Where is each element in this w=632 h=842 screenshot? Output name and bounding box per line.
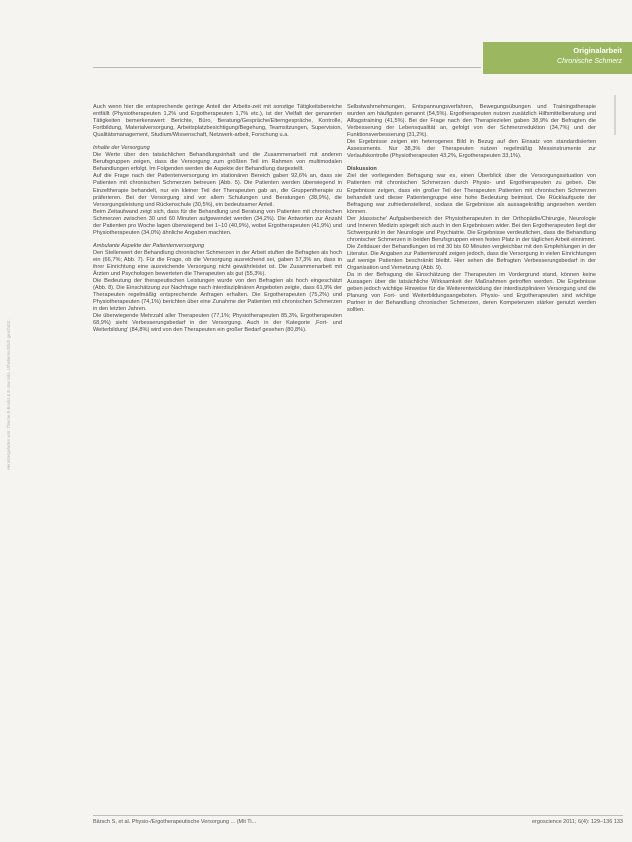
footer-journal-page: ergoscience 2011; 6(4): 129–136 133 [531,819,623,825]
left-column [93,104,342,334]
body-paragraph: Die überwiegende Mehrzahl aller Therapeuten (77,1%; Physiotherapeuten 85,3%, Ergotherapeuten 68,9%) sieht Verbesserungsbedarf in der Versorgung. Auch in der Kategorie ‚Fort- und Weiterbildung' (84,8%) wird von den Therapeuten ein großer Bedarf gesehen (80,8%). [93,313,342,334]
body-paragraph: Die Zeitdauer der Behandlungen ist mit 30 bis 60 Minuten vergleichbar mit den Empfehlungen in der Literatur. Die Angaben zur Patientenzahl zeigen jedoch, dass die Versorgung in vielen Einrichtungen auf wenige Patienten beschränkt bleibt. Hier sehen die Befragten Verbesserungsbedarf in der Organisation und Vernetzung (Abb. 9). [347,243,596,272]
right-column [347,104,596,314]
body-paragraph: Der ‚klassische' Aufgabenbereich der Physiotherapeuten in der Orthopädie/Chirurgie, Neurologie und Inneren Medizin spiegelt sich auch in den Ergebnissen wider. Bei den Ergotherapeuten liegt der Schwerpunkt in der Neurologie und Psychiatrie. Die Ergebnisse verdeutlichen, dass die Behandlung chronischer Schmerzen in beiden Berufsgruppen einen festen Platz in der täglichen Arbeit einnimmt. [347,215,596,243]
body-paragraph: Den Stellenwert der Behandlung chronischer Schmerzen in der Arbeit stuften die Befragten als hoch ein (66,7%; Abb. 7). Für die Frage, ob die Versorgung ausreichend sei, gaben 57,3% an, dass in ihrer Einrichtung eine ausreichende Versorgung nicht gewährleistet ist. Die Zusammenarbeit mit Ärzten und Psychologen bewerteten die Therapeuten als gut (55,3%). [93,249,342,278]
body-paragraph: Da in der Befragung die Einschätzung der Therapeuten im Vordergrund stand, können keine Aussagen über die tatsächliche Wirksamkeit der Maßnahmen getroffen werden. Die Ergebnisse geben jedoch wichtige Hinweise für die Weiterentwicklung der interdisziplinären Versorgung und die Planung von Fort- und Weiterbildungsangeboten. Physio- und Ergotherapeuten sind wichtige Partner in der Behandlung chronischer Schmerzen, deren Kompetenzen stärker genutzt werden sollten. [347,272,596,314]
body-paragraph: Auf die Frage nach der Patientenversorgung im stationären Bereich gaben 92,6% an, dass sie Patienten mit chronischen Schmerzen betreuen (Abb. 5). Die Patienten werden überwiegend in Einzeltherapie behandelt, nur ein kleiner Teil der Therapeuten gab an, die Gruppentherapie zu präferieren. Bei der Versorgung sind vor allem Schulungen und Beratungen (38,9%), die Versorgungsleistung und Rückenschule (30,5%), ein bedeutsamer Anteil. [93,173,342,208]
body-paragraph: Die Ergebnisse zeigen ein heterogenes Bild in Bezug auf den Einsatz von standardisierten Assessments. Nur 38,3% der Therapeuten nutzen regelmäßig Messinstrumente zur Verlaufskontrolle (Physiotherapeuten 43,2%, Ergotherapeuten 33,1%). [347,139,596,160]
section-sublabel: Chronische Schmerz [557,58,622,65]
section-banner [483,42,632,74]
footer-citation: Bärsch S, et al. Physio-/Ergotherapeutische Versorgung ... (Mit Ti... [93,819,257,825]
download-notice-vertical: Heruntergeladen von: Thieme E-Books & E-Journals. Urheberrechtlich geschützt. [6,319,11,470]
body-paragraph: Ziel der vorliegenden Befragung war es, einen Überblick über die Versorgungssituation von Patienten mit chronischen Schmerzen durch Physio- und Ergotherapeuten zu geben. Die Ergebnisse zeigen, dass ein großer Teil der Therapeuten Patienten mit chronischen Schmerzen behandelt und dieser Patientengruppe eine hohe Bedeutung beimisst. Die Rücklaufquote der Befragung war zufriedenstellend, sodass die Ergebnisse als aussagekräftig angesehen werden können. [347,173,596,215]
section-label: Originalarbeit [573,46,622,55]
section-heading: Diskussion [347,166,377,173]
section-heading: Ambulante Aspekte der Patientenversorgung [93,242,205,249]
section-heading: Inhalte der Versorgung [93,145,150,152]
body-paragraph: Auch wenn hier die entsprechende geringe Anteil der Arbeits-zeit mit sonstige Tätigkeitsbereiche entfällt (Physiotherapeuten 1,2% und Ergotherapeuten 1,7% etc.), ist der Vielfalt der genannten Tätigkeiten bemerkenswert: Berichte, Büro, Beratung/Gespräche/Elterngespräche, Kontrolle, Fortbildung, Materialversorgung, Arbeitsplatzbesichtigung/Begehung, Teamsitzungen, Supervision, Qualitätsmanagement, Studium/Wissenschaft, Netzwerk-arbeit, Forschung u.a. [93,104,342,139]
header-rule [93,67,481,68]
margin-marker [614,95,616,135]
body-paragraph: Die Werte über den tatsächlichen Behandlungsinhalt und die Zusammenarbeit mit anderen Berufsgruppen zeigen, dass die Versorgung zum größten Teil im Rahmen von multimodalen Behandlungen erfolgt. Im Folgenden werden die Aspekte der Behandlung dargestellt. [93,152,342,173]
body-paragraph: Die Bedeutung der therapeutischen Leistungen wurde von den Befragten als hoch eingeschätzt (Abb. 8). Die Einschätzung zur Nachfrage nach interdisziplinären Angeboten zeigte, dass 61,9% der Therapeuten regelmäßig entsprechende Anfragen erhalten. Die Ergotherapeuten (75,2%) und Physiotherapeuten (74,1%) berichten über eine Zunahme der Patienten mit chronischen Schmerzen in den letzten Jahren. [93,278,342,313]
footer-rule [93,815,623,816]
body-paragraph: Beim Zeitaufwand zeigt sich, dass für die Behandlung und Beratung von Patienten mit chronischen Schmerzen zwischen 30 und 60 Minuten aufgewendet werden (34,2%). Die Antworten zur Anzahl der Patienten pro Woche lagen überwiegend bei 1–10 (40,9%), wobei Ergotherapeuten (41,9%) und Physiotherapeuten (34,0%) ähnliche Angaben machten. [93,208,342,236]
body-paragraph: Selbstwahrnehmungen, Entspannungsverfahren, Bewegungsübungen und Trainingstherapie wurden am häufigsten genannt (54,5%). Ergotherapeuten nutzen zusätzlich Hilfsmittelberatung und Alltagstraining (41,5%). Bei der Frage nach den Therapiezielen gaben 38,9% der Befragten die Verbesserung der Lebensqualität an, gefolgt von der Schmerzreduktion (34,7%) und der Funktionsverbesserung (31,2%). [347,104,596,139]
